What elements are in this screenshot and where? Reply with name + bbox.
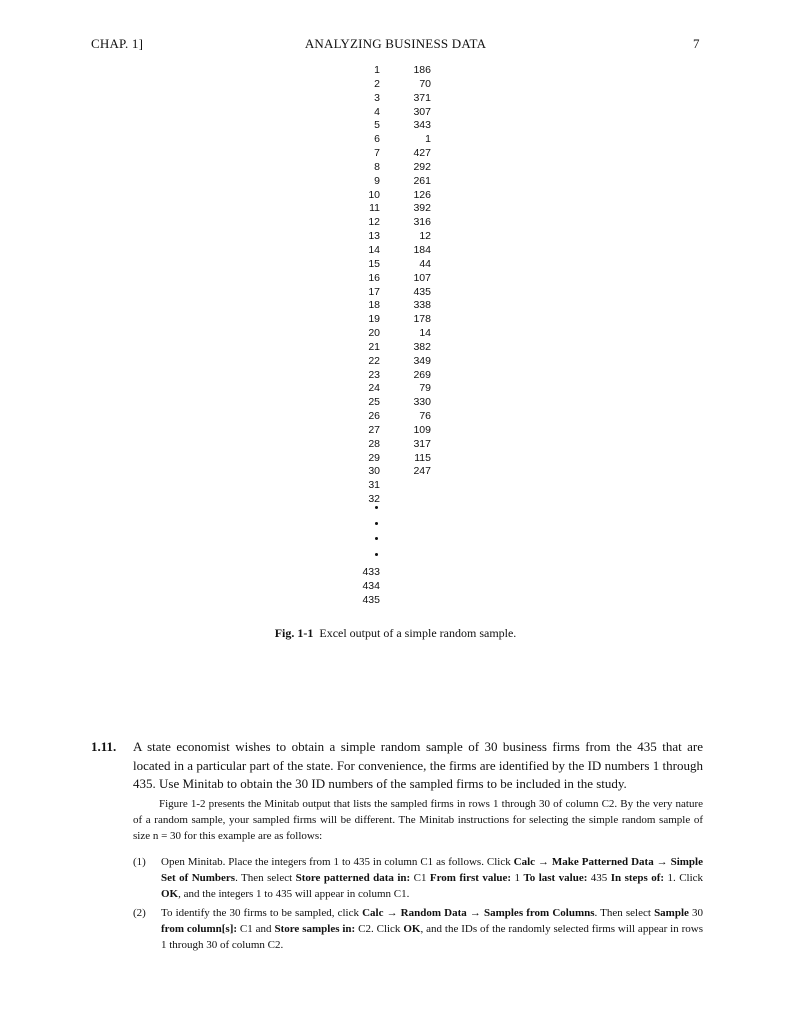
figure-label: Fig. 1-1 (274, 626, 314, 640)
row-index: 3 (374, 91, 380, 104)
row-index: 435 (362, 593, 380, 606)
row-index: 14 (368, 243, 380, 256)
listing-row (360, 161, 450, 175)
listing-row (360, 230, 450, 244)
step-text: Open Minitab. Place the integers from 1 to 435 in column C1 as follows. Click (161, 856, 514, 868)
row-index: 23 (368, 368, 380, 381)
row-index: 13 (368, 230, 380, 243)
problem-number: 1.11. (91, 739, 117, 754)
sampled-firm-id: 186 (413, 64, 431, 76)
step-1 (133, 854, 703, 902)
sampled-firm-id: 70 (419, 77, 431, 90)
listing-row (360, 313, 450, 327)
row-index: 28 (368, 437, 380, 450)
listing-row (360, 189, 450, 203)
sampled-firm-id: 261 (413, 174, 431, 187)
step-text: 1. Click (664, 872, 704, 884)
sampled-firm-id: 184 (413, 243, 431, 256)
sampled-firm-id: 126 (413, 188, 431, 201)
listing-row (360, 438, 450, 452)
dialog-field-label: Store samples in: (274, 923, 356, 935)
step-text: , and the IDs of the randomly selected firms will appear in rows 1 through 30 of column C2. (161, 923, 703, 951)
sampled-firm-id: 427 (413, 147, 431, 160)
sampled-firm-id: 292 (413, 160, 431, 173)
sampled-firm-id: 247 (413, 465, 431, 478)
sampled-firm-id: 44 (419, 257, 431, 270)
step-2 (133, 905, 703, 953)
instruction-steps (133, 854, 703, 956)
row-index: 22 (368, 354, 380, 367)
solution-intro (133, 796, 703, 844)
row-index: 18 (368, 299, 380, 312)
row-index: 24 (368, 382, 380, 395)
listing-tail (360, 566, 400, 608)
row-index: 5 (374, 119, 380, 132)
listing-row (360, 341, 450, 355)
listing-row (360, 493, 450, 507)
listing-row (360, 465, 450, 479)
menu-path: Calc → Make Patterned Data → Simple Set of Numbers (161, 856, 703, 884)
sampled-firm-id: 317 (413, 437, 431, 450)
sampled-firm-id: 1 (425, 133, 431, 146)
listing-row (360, 106, 450, 120)
row-index: 9 (374, 174, 380, 187)
step-text: 30 (688, 907, 704, 919)
listing-row (360, 299, 450, 313)
listing-row (360, 147, 450, 161)
running-header-title: ANALYZING BUSINESS DATA (304, 36, 487, 51)
row-index: 31 (368, 479, 380, 492)
listing-row (360, 580, 400, 594)
listing-row (360, 396, 450, 410)
listing-row (360, 382, 450, 396)
sampled-firm-id: 14 (419, 327, 431, 340)
row-index: 26 (368, 410, 380, 423)
step-text: . Then select (594, 907, 655, 919)
menu-path: Calc → Random Data → Samples from Columns (362, 907, 595, 919)
figure-caption (0, 626, 791, 641)
ellipsis-dot (375, 553, 378, 556)
sampled-firm-id: 338 (413, 299, 431, 312)
row-index: 7 (374, 147, 380, 160)
listing-row (360, 202, 450, 216)
dialog-field-label: To last value: (523, 872, 588, 884)
step-text: . Then select (235, 872, 296, 884)
ok-label: OK (403, 923, 421, 935)
step-number: (1) (133, 856, 146, 868)
ok-label: OK (161, 888, 179, 900)
listing-row (360, 272, 450, 286)
dialog-field-label: In steps of: (610, 872, 665, 884)
dialog-field-label: Sample (654, 907, 689, 919)
row-index: 16 (368, 271, 380, 284)
row-index: 19 (368, 313, 380, 326)
row-index: 29 (368, 451, 380, 464)
sampled-firm-id: 316 (413, 216, 431, 229)
dialog-field-label: From first value: (429, 872, 512, 884)
sampled-firm-id: 178 (413, 313, 431, 326)
step-text: To identify the 30 firms to be sampled, click (161, 907, 363, 919)
listing-row (360, 452, 450, 466)
step-number: (2) (133, 907, 146, 919)
ellipsis-dot (375, 522, 378, 525)
row-index: 10 (368, 188, 380, 201)
listing-row (360, 594, 400, 608)
row-index: 27 (368, 423, 380, 436)
sampled-firm-id: 349 (413, 354, 431, 367)
row-index: 8 (374, 160, 380, 173)
listing-row (360, 244, 450, 258)
continuation-dots (372, 506, 380, 568)
running-header-chapter: CHAP. 1] (91, 36, 144, 51)
problem-text: A state economist wishes to obtain a simple random sample of 30 business firms from the 435 that are located in a particular part of the state. For convenience, the firms are identified by the ID numbers 1 through 435. Use Minitab to obtain the 30 ID numbers of the sampled firms to be included in the study. (133, 739, 703, 791)
row-index: 11 (369, 202, 380, 215)
random-sample-listing (360, 64, 450, 507)
row-index: 20 (368, 327, 380, 340)
sampled-firm-id: 269 (413, 368, 431, 381)
row-index: 6 (374, 133, 380, 146)
step-text: C2. Click (355, 923, 404, 935)
listing-row (360, 175, 450, 189)
step-text: C1 and (237, 923, 275, 935)
step-text: 1 (511, 872, 524, 884)
row-index: 30 (368, 465, 380, 478)
sampled-firm-id: 12 (419, 230, 431, 243)
row-index: 32 (368, 493, 380, 506)
row-index: 21 (368, 340, 380, 353)
sampled-firm-id: 76 (419, 410, 431, 423)
listing-row (360, 327, 450, 341)
listing-row (360, 133, 450, 147)
listing-row (360, 410, 450, 424)
row-index: 4 (374, 105, 380, 118)
listing-row (360, 258, 450, 272)
sampled-firm-id: 371 (413, 91, 431, 104)
row-index: 2 (374, 77, 380, 90)
dialog-field-label: Store patterned data in: (295, 872, 411, 884)
problem-statement (91, 738, 703, 794)
row-index: 15 (368, 257, 380, 270)
listing-row (360, 479, 450, 493)
listing-row (360, 566, 400, 580)
listing-row (360, 355, 450, 369)
listing-row (360, 119, 450, 133)
row-index: 434 (362, 579, 380, 592)
sampled-firm-id: 382 (413, 340, 431, 353)
sampled-firm-id: 330 (413, 396, 431, 409)
sampled-firm-id: 392 (413, 202, 431, 215)
row-index: 1 (374, 64, 380, 76)
sampled-firm-id: 109 (413, 423, 431, 436)
step-text: , and the integers 1 to 435 will appear in column C1. (178, 888, 410, 900)
listing-row (360, 64, 450, 78)
sampled-firm-id: 343 (413, 119, 431, 132)
ellipsis-dot (375, 506, 378, 509)
row-index: 17 (368, 285, 380, 298)
dialog-field-label: from column[s]: (161, 923, 238, 935)
step-text: 435 (587, 872, 611, 884)
row-index: 433 (362, 566, 380, 578)
listing-row (360, 286, 450, 300)
listing-row (360, 216, 450, 230)
page-number: 7 (693, 36, 700, 51)
row-index: 12 (368, 216, 380, 229)
listing-row (360, 92, 450, 106)
listing-row (360, 424, 450, 438)
sampled-firm-id: 79 (419, 382, 431, 395)
listing-row (360, 78, 450, 92)
sampled-firm-id: 115 (414, 451, 431, 464)
step-text: C1 (410, 872, 430, 884)
row-index: 25 (368, 396, 380, 409)
ellipsis-dot (375, 537, 378, 540)
sampled-firm-id: 435 (413, 285, 431, 298)
solution-paragraph: Figure 1-2 presents the Minitab output that lists the sampled firms in rows 1 through 30 of column C2. By the very nature of a random sample, your sampled firms will be different. The Minitab instructions for selecting the simple random sample of size n = 30 for this example are as follows: (133, 798, 703, 842)
figure-caption-text: Excel output of a simple random sample. (319, 626, 517, 640)
sampled-firm-id: 107 (413, 271, 431, 284)
sampled-firm-id: 307 (413, 105, 431, 118)
listing-row (360, 369, 450, 383)
